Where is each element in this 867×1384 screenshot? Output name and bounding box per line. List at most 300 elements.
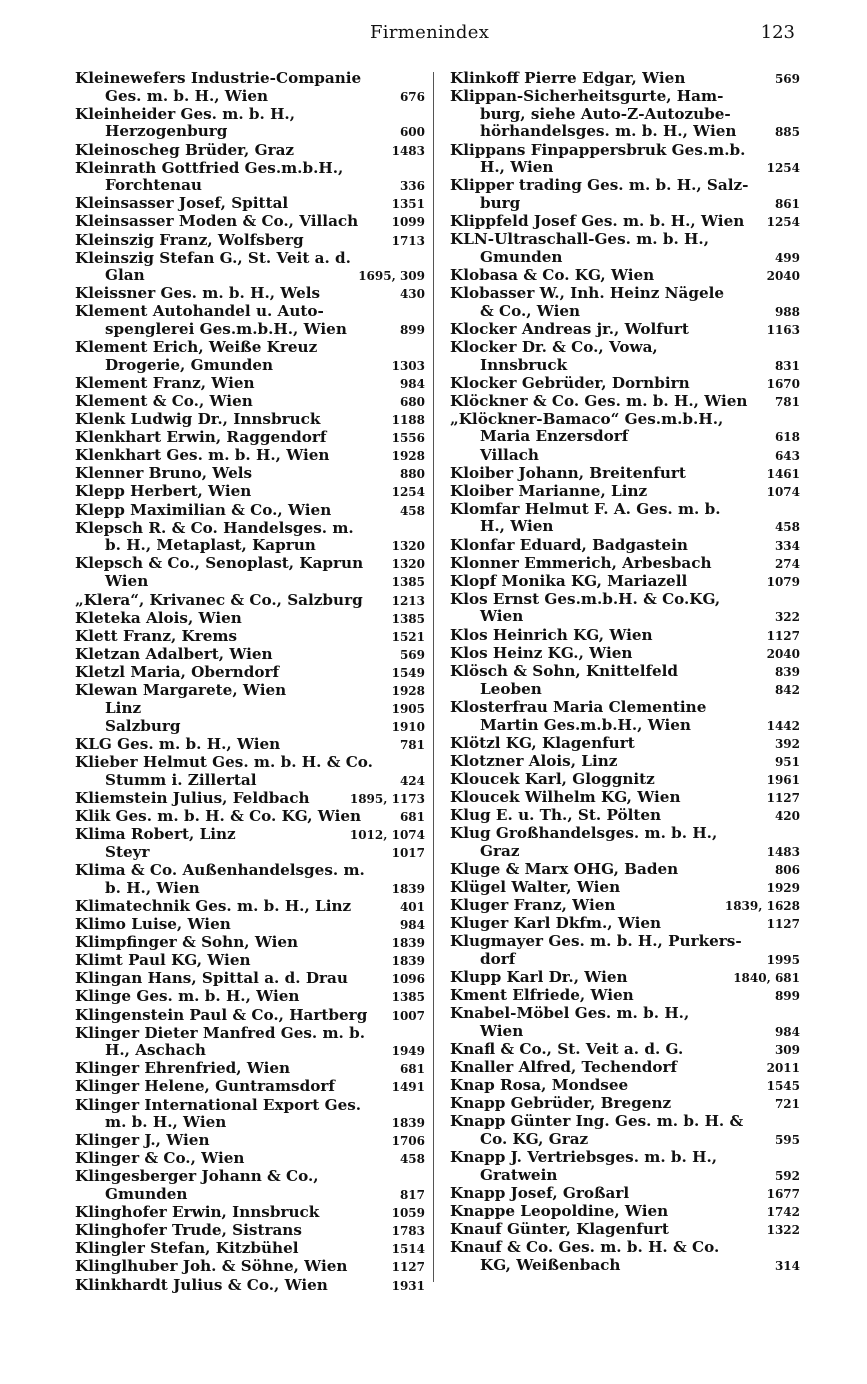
entry-text: Kluger Karl Dkfm., Wien xyxy=(450,913,662,932)
index-entry xyxy=(75,1258,425,1276)
entry-line xyxy=(450,807,800,825)
page-reference: 1549 xyxy=(391,665,425,680)
entry-text: Klingenstein Paul & Co., Hartberg xyxy=(75,1005,368,1024)
page-reference: 1320 xyxy=(391,539,425,554)
index-entry xyxy=(450,627,800,645)
page-reference: 781 xyxy=(399,738,425,753)
entry-line xyxy=(75,1078,425,1096)
page-reference: 899 xyxy=(399,323,425,338)
entry-text: Klement Erich, Weiße Kreuz xyxy=(75,338,318,357)
page-reference: 1545 xyxy=(766,1078,800,1093)
index-entry xyxy=(450,321,800,339)
entry-line xyxy=(450,1041,800,1059)
entry-text: Wien xyxy=(480,607,524,626)
index-entry xyxy=(75,808,425,826)
entry-line xyxy=(450,1095,800,1113)
page-reference: 842 xyxy=(774,682,800,697)
index-entry xyxy=(75,1132,425,1150)
entry-text: Klocker Gebrüder, Dornbirn xyxy=(450,373,690,392)
entry-line xyxy=(75,375,425,393)
entry-text: Kment Elfriede, Wien xyxy=(450,985,634,1004)
index-entry xyxy=(75,303,425,338)
entry-text: Klepsch R. & Co. Handelsges. m. xyxy=(75,518,354,537)
entry-line xyxy=(75,988,425,1006)
entry-text: Klinger International Export Ges. xyxy=(75,1095,362,1114)
entry-text: Klement Autohandel u. Auto- xyxy=(75,302,324,321)
index-entry xyxy=(75,106,425,141)
entry-text: Kleinsasser Josef, Spittal xyxy=(75,194,289,213)
entry-line xyxy=(450,501,800,519)
entry-line xyxy=(450,1059,800,1077)
column-divider xyxy=(433,72,434,1282)
entry-line xyxy=(75,195,425,213)
page-reference: 1079 xyxy=(766,574,800,589)
entry-line xyxy=(450,483,800,501)
index-entry xyxy=(75,700,425,718)
entry-text: Knabel-Möbel Ges. m. b. H., xyxy=(450,1003,690,1022)
page-reference: 1928 xyxy=(391,683,425,698)
entry-text: Kluger Franz, Wien xyxy=(450,895,616,914)
index-entry xyxy=(450,645,800,663)
entry-text: Innsbruck xyxy=(480,355,568,374)
entry-text: Klösch & Sohn, Knittelfeld xyxy=(450,661,679,680)
entry-line xyxy=(75,483,425,501)
index-entry xyxy=(450,501,800,536)
page-reference: 569 xyxy=(774,72,800,86)
page-reference: 1461 xyxy=(766,466,800,481)
entry-text: Kleinrath Gottfried Ges.m.b.H., xyxy=(75,158,344,177)
page-reference: 1385 xyxy=(391,575,425,590)
entry-text: Klinger Ehrenfried, Wien xyxy=(75,1059,291,1078)
entry-line xyxy=(75,177,425,195)
index-entry xyxy=(75,142,425,160)
entry-line xyxy=(75,250,425,268)
page-reference: 899 xyxy=(774,988,800,1003)
entry-line xyxy=(450,843,800,861)
entry-text: Leoben xyxy=(480,679,542,698)
entry-line xyxy=(75,429,425,447)
entry-text: H., Wien xyxy=(480,517,554,536)
index-entry xyxy=(450,339,800,374)
index-entry xyxy=(75,664,425,682)
entry-text: Knafl & Co., St. Veit a. d. G. xyxy=(450,1039,684,1058)
entry-line xyxy=(75,1060,425,1078)
entry-text: Klingan Hans, Spittal a. d. Drau xyxy=(75,969,348,988)
entry-line xyxy=(75,70,425,88)
index-entry xyxy=(75,483,425,501)
entry-text: Klotzner Alois, Linz xyxy=(450,751,618,770)
entry-text: Stumm i. Zillertal xyxy=(105,770,257,789)
entry-line xyxy=(450,249,800,267)
page-reference: 988 xyxy=(774,304,800,319)
entry-line xyxy=(450,1221,800,1239)
entry-text: Kleinsasser Moden & Co., Villach xyxy=(75,212,359,231)
entry-line xyxy=(75,213,425,231)
entry-text: Klocker Dr. & Co., Vowa, xyxy=(450,337,658,356)
entry-line xyxy=(75,88,425,106)
entry-line xyxy=(450,627,800,645)
entry-text: Salzburg xyxy=(105,717,181,736)
index-entry xyxy=(75,429,425,447)
page-reference: 1839 xyxy=(391,1116,425,1131)
entry-text: Klima Robert, Linz xyxy=(75,825,236,844)
page-reference: 1928 xyxy=(391,449,425,464)
entry-text: Klöckner & Co. Ges. m. b. H., Wien xyxy=(450,391,748,410)
index-entry xyxy=(450,142,800,177)
page-reference: 1213 xyxy=(391,593,425,608)
index-entry xyxy=(75,465,425,483)
page-reference: 643 xyxy=(774,448,800,463)
page-reference: 309 xyxy=(774,1042,800,1057)
entry-text: Klima & Co. Außenhandelsges. m. xyxy=(75,861,365,880)
page-reference: 984 xyxy=(399,376,425,391)
page-reference: 1351 xyxy=(391,197,425,212)
page-reference: 2011 xyxy=(766,1060,800,1075)
entry-line xyxy=(450,789,800,807)
entry-text: Wien xyxy=(480,1021,524,1040)
entry-line xyxy=(450,447,800,465)
index-entry xyxy=(450,1059,800,1077)
entry-line xyxy=(75,718,425,736)
entry-text: Kloucek Wilhelm KG, Wien xyxy=(450,787,681,806)
entry-text: Klett Franz, Krems xyxy=(75,626,238,645)
entry-line xyxy=(75,520,425,538)
entry-line xyxy=(75,106,425,124)
index-entry xyxy=(450,465,800,483)
index-entry xyxy=(450,663,800,681)
page-reference: 2040 xyxy=(766,646,800,661)
index-entry xyxy=(450,555,800,573)
index-entry xyxy=(450,771,800,789)
entry-text: Klonner Emmerich, Arbesbach xyxy=(450,553,712,572)
page-reference: 499 xyxy=(774,250,800,265)
entry-line xyxy=(450,518,800,536)
entry-line xyxy=(75,664,425,682)
entry-text: Klomfar Helmut F. A. Ges. m. b. xyxy=(450,499,721,518)
entry-line xyxy=(450,663,800,681)
entry-line xyxy=(75,700,425,718)
page-reference: 1385 xyxy=(391,990,425,1005)
index-entry xyxy=(450,915,800,933)
index-entry xyxy=(75,898,425,916)
entry-line xyxy=(450,825,800,843)
index-entry xyxy=(450,213,800,231)
entry-text: Kleinewefers Industrie-Companie xyxy=(75,69,362,87)
entry-line xyxy=(450,537,800,555)
page-reference: 2040 xyxy=(766,268,800,283)
entry-line xyxy=(75,123,425,141)
page-reference: 984 xyxy=(399,918,425,933)
entry-line xyxy=(450,591,800,609)
index-entry xyxy=(75,520,425,555)
page-reference: 1127 xyxy=(766,790,800,805)
index-entry xyxy=(450,879,800,897)
page-reference: 1099 xyxy=(391,215,425,230)
entry-text: Kliemstein Julius, Feldbach xyxy=(75,789,310,807)
index-entry xyxy=(450,591,800,626)
entry-text: Klinger J., Wien xyxy=(75,1131,210,1150)
entry-line xyxy=(450,681,800,699)
index-entry xyxy=(450,1239,800,1274)
index-entry xyxy=(75,447,425,465)
entry-text: Klepsch & Co., Senoplast, Kaprun xyxy=(75,554,364,573)
entry-line xyxy=(75,411,425,429)
entry-text: Klingesberger Johann & Co., xyxy=(75,1167,319,1186)
entry-line xyxy=(450,393,800,411)
entry-line xyxy=(75,267,425,285)
entry-line xyxy=(450,1167,800,1185)
page-reference: 1320 xyxy=(391,557,425,572)
index-entry xyxy=(450,411,800,446)
entry-text: spenglerei Ges.m.b.H., Wien xyxy=(105,320,347,339)
entry-line xyxy=(450,717,800,735)
entry-line xyxy=(450,879,800,897)
entry-text: Klipper trading Ges. m. b. H., Salz- xyxy=(450,176,749,195)
index-entry xyxy=(75,250,425,285)
entry-text: Klosterfrau Maria Clementine xyxy=(450,697,707,716)
page-reference: 1783 xyxy=(391,1224,425,1239)
entry-line xyxy=(75,303,425,321)
index-entry xyxy=(450,1077,800,1095)
page-reference: 1839 xyxy=(391,954,425,969)
page-reference: 817 xyxy=(399,1188,425,1203)
index-entry xyxy=(75,1277,425,1295)
entry-line xyxy=(75,1097,425,1115)
entry-text: Klippan-Sicherheitsgurte, Ham- xyxy=(450,87,724,106)
entry-text: Gmunden xyxy=(480,247,563,266)
index-entry xyxy=(75,1097,425,1132)
entry-text: burg, siehe Auto-Z-Autozube- xyxy=(480,104,731,123)
entry-text: Klippfeld Josef Ges. m. b. H., Wien xyxy=(450,212,745,231)
entry-text: & Co., Wien xyxy=(480,301,581,320)
index-entry xyxy=(75,1078,425,1096)
page-reference: 1929 xyxy=(766,880,800,895)
index-entry xyxy=(75,1060,425,1078)
entry-line xyxy=(75,880,425,898)
page-header xyxy=(0,20,867,50)
index-entry xyxy=(450,1113,800,1148)
entry-text: Klopf Monika KG, Mariazell xyxy=(450,571,688,590)
page-reference: 1491 xyxy=(391,1080,425,1095)
page-reference: 1442 xyxy=(766,718,800,733)
entry-text: Klobasser W., Inh. Heinz Nägele xyxy=(450,283,725,302)
entry-text: Klewan Margarete, Wien xyxy=(75,680,287,699)
entry-text: H., Wien xyxy=(480,158,554,177)
entry-text: Klobasa & Co. KG, Wien xyxy=(450,265,655,284)
entry-text: Klug Großhandelsges. m. b. H., xyxy=(450,823,718,842)
entry-text: Klinkhardt Julius & Co., Wien xyxy=(75,1275,328,1294)
entry-line xyxy=(450,645,800,663)
page-reference: 322 xyxy=(774,610,800,625)
page-reference: 1995 xyxy=(766,952,800,967)
entry-line xyxy=(450,951,800,969)
entry-line xyxy=(450,357,800,375)
entry-line xyxy=(450,1005,800,1023)
entry-text: Klimo Luise, Wien xyxy=(75,915,231,934)
entry-line xyxy=(450,411,800,429)
index-entry xyxy=(450,483,800,501)
entry-line xyxy=(75,1042,425,1060)
index-entry xyxy=(75,1025,425,1060)
entry-text: Klos Ernst Ges.m.b.H. & Co.KG, xyxy=(450,589,721,608)
page-reference: 592 xyxy=(774,1168,800,1183)
page-reference: 1127 xyxy=(391,1260,425,1275)
page-reference: 1074 xyxy=(766,484,800,499)
entry-line xyxy=(450,1185,800,1203)
entry-line xyxy=(450,303,800,321)
entry-line xyxy=(75,754,425,772)
entry-line xyxy=(75,808,425,826)
page-reference: 392 xyxy=(774,736,800,751)
page-reference: 1839 xyxy=(391,936,425,951)
page-reference: 1096 xyxy=(391,972,425,987)
entry-text: Klippans Finpappersbruk Ges.m.b. xyxy=(450,140,746,159)
entry-line xyxy=(450,159,800,177)
entry-line xyxy=(75,646,425,664)
entry-line xyxy=(75,1222,425,1240)
entry-line xyxy=(450,735,800,753)
index-entry xyxy=(450,70,800,88)
index-entry xyxy=(75,160,425,195)
entry-line xyxy=(450,1203,800,1221)
page-reference: 618 xyxy=(774,430,800,445)
entry-text: H., Aschach xyxy=(105,1041,206,1060)
entry-text: Knapp Günter Ing. Ges. m. b. H. & xyxy=(450,1112,744,1131)
page-reference: 885 xyxy=(774,125,800,140)
entry-line xyxy=(450,123,800,141)
entry-text: „Klera“, Krivanec & Co., Salzburg xyxy=(75,590,363,609)
entry-text: Klinghofer Erwin, Innsbruck xyxy=(75,1203,320,1222)
entry-line xyxy=(450,195,800,213)
page-reference: 458 xyxy=(399,503,425,518)
page-reference: 458 xyxy=(774,520,800,535)
entry-line xyxy=(75,736,425,754)
page-reference: 595 xyxy=(774,1132,800,1147)
entry-line xyxy=(450,428,800,446)
entry-text: Klinglhuber Joh. & Söhne, Wien xyxy=(75,1257,348,1276)
page-reference: 569 xyxy=(399,647,425,662)
entry-line xyxy=(450,969,800,987)
page-reference: 1483 xyxy=(766,844,800,859)
index-entry xyxy=(450,825,800,860)
index-entry xyxy=(75,1240,425,1258)
page-reference: 1007 xyxy=(391,1008,425,1023)
index-entry xyxy=(450,1149,800,1184)
entry-line xyxy=(75,592,425,610)
page-reference: 1670 xyxy=(766,376,800,391)
page-reference: 424 xyxy=(399,773,425,788)
index-entry xyxy=(75,573,425,591)
index-entry xyxy=(450,177,800,212)
entry-line xyxy=(75,1186,425,1204)
entry-text: Gratwein xyxy=(480,1165,558,1184)
entry-line xyxy=(450,213,800,231)
entry-text: hörhandelsges. m. b. H., Wien xyxy=(480,122,737,141)
page-reference: 1905 xyxy=(391,702,425,716)
page-reference: 1839, 1628 xyxy=(724,898,800,913)
page-reference: 1254 xyxy=(391,485,425,500)
entry-text: Klenk Ludwig Dr., Innsbruck xyxy=(75,410,321,429)
index-entry xyxy=(75,952,425,970)
entry-line xyxy=(75,790,425,808)
entry-line xyxy=(75,772,425,790)
entry-text: Klinkoff Pierre Edgar, Wien xyxy=(450,69,686,87)
page-reference: 1556 xyxy=(391,431,425,446)
entry-line xyxy=(450,861,800,879)
entry-text: Kletzan Adalbert, Wien xyxy=(75,644,273,663)
page-reference: 951 xyxy=(774,754,800,769)
entry-line xyxy=(75,862,425,880)
entry-text: Ges. m. b. H., Wien xyxy=(105,86,269,105)
index-entry xyxy=(75,1204,425,1222)
entry-text: Klimt Paul KG, Wien xyxy=(75,951,251,970)
index-entry xyxy=(75,393,425,411)
entry-line xyxy=(75,357,425,375)
entry-line xyxy=(450,106,800,124)
entry-line xyxy=(75,321,425,339)
left-column xyxy=(75,70,425,1295)
entry-line xyxy=(450,177,800,195)
page-reference: 880 xyxy=(399,467,425,482)
entry-line xyxy=(450,1077,800,1095)
entry-text: Klenner Bruno, Wels xyxy=(75,464,253,483)
index-entry xyxy=(450,231,800,266)
entry-line xyxy=(75,1240,425,1258)
index-entry xyxy=(75,934,425,952)
page-reference: 1713 xyxy=(391,233,425,248)
index-entry xyxy=(75,646,425,664)
entry-text: Klik Ges. m. b. H. & Co. KG, Wien xyxy=(75,807,362,826)
entry-text: Knappe Leopoldine, Wien xyxy=(450,1201,669,1220)
index-entry xyxy=(450,88,800,141)
entry-text: Klinger Dieter Manfred Ges. m. b. xyxy=(75,1023,366,1042)
index-entry xyxy=(75,592,425,610)
index-entry xyxy=(75,1222,425,1240)
entry-line xyxy=(450,339,800,357)
entry-text: b. H., Metaplast, Kaprun xyxy=(105,536,316,555)
index-entry xyxy=(75,213,425,231)
entry-text: Klonfar Eduard, Badgastein xyxy=(450,535,688,554)
entry-line xyxy=(450,375,800,393)
page-reference: 420 xyxy=(774,808,800,823)
entry-text: Knapp Gebrüder, Bregenz xyxy=(450,1093,672,1112)
entry-line xyxy=(450,1257,800,1275)
entry-line xyxy=(75,1114,425,1132)
entry-text: Martin Ges.m.b.H., Wien xyxy=(480,715,691,734)
index-entry xyxy=(450,1041,800,1059)
index-entry xyxy=(75,916,425,934)
page-reference: 1706 xyxy=(391,1134,425,1149)
page-reference: 1127 xyxy=(766,628,800,643)
entry-line xyxy=(75,573,425,591)
page-reference: 676 xyxy=(399,89,425,104)
index-entry xyxy=(75,682,425,700)
page-reference: 1961 xyxy=(766,772,800,787)
entry-text: b. H., Wien xyxy=(105,879,200,897)
entry-line xyxy=(75,1204,425,1222)
page-reference: 1677 xyxy=(766,1186,800,1201)
index-entry xyxy=(450,393,800,411)
index-entry xyxy=(450,537,800,555)
entry-text: Kletzl Maria, Oberndorf xyxy=(75,662,280,681)
right-column xyxy=(450,70,800,1275)
entry-line xyxy=(75,610,425,628)
entry-text: Knap Rosa, Mondsee xyxy=(450,1075,629,1094)
index-entry xyxy=(75,70,425,105)
entry-line xyxy=(75,916,425,934)
entry-line xyxy=(450,285,800,303)
entry-text: Knapp Josef, Großarl xyxy=(450,1183,630,1202)
